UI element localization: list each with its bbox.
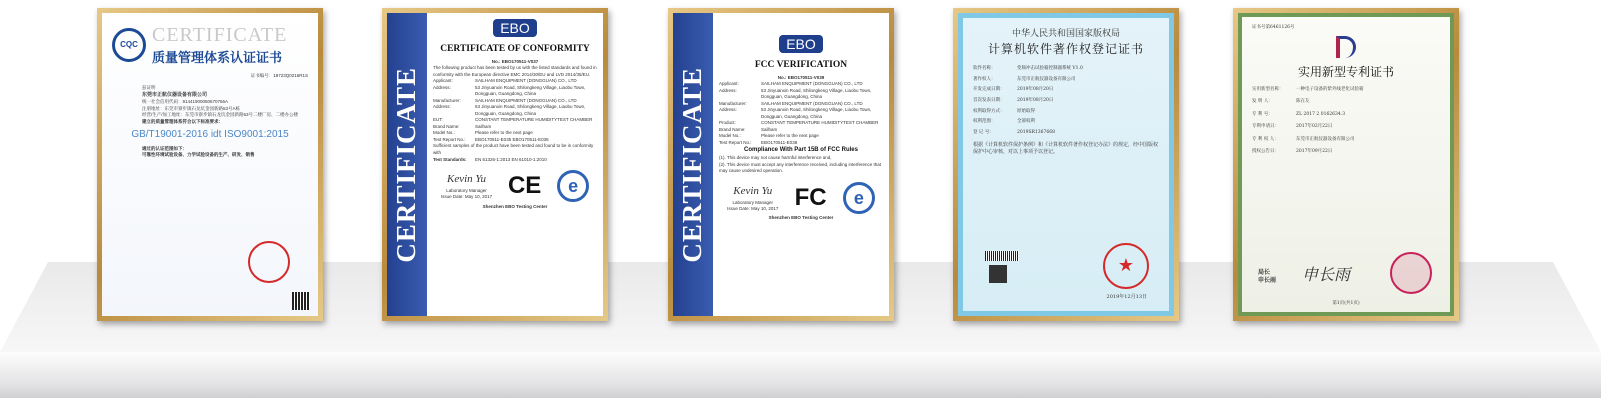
row-value: 变频冲击试验箱控制器系统 V1.0 bbox=[1017, 66, 1083, 72]
barcode-icon bbox=[985, 251, 1019, 261]
row-value: 53 Jinyuanxin Road, Shilongkeng Village, Liaobu Town, Dongguan, Guangdong, China bbox=[761, 107, 872, 119]
detail-row bbox=[973, 87, 1159, 94]
ebo-seal-icon: e bbox=[843, 182, 875, 214]
row-value: 2019SR1367668 bbox=[1017, 129, 1055, 135]
row-label: Address: bbox=[433, 84, 451, 90]
detail-row bbox=[1252, 137, 1440, 144]
row-value: Please refer to the next page bbox=[475, 130, 533, 136]
row-value: CONSTANT TEMPERATURE HUMIDITYTEST CHAMBER bbox=[475, 117, 593, 123]
issuer: 中华人民共和国国家版权局 bbox=[1011, 29, 1120, 39]
detail-row bbox=[719, 107, 883, 120]
compliance: Compliance With Part 15B of FCC Rules bbox=[744, 147, 858, 154]
cert-title: CERTIFICATE OF CONFORMITY bbox=[440, 44, 590, 54]
cert-title: FCC VERIFICATION bbox=[754, 60, 848, 70]
row-value: Sailham bbox=[761, 126, 778, 132]
side-banner: CERTIFICATE bbox=[673, 13, 713, 316]
detail-row bbox=[1252, 112, 1440, 119]
row-value: SAILHAM ENQUIPMENT (DONGGUAN) CO., LTD bbox=[761, 81, 863, 87]
company: 东莞市正航仪器设备有限公司 bbox=[142, 91, 208, 98]
qr-code-icon bbox=[292, 292, 310, 310]
standards: EN 61326-1:2013 EN 61010-1:2010 bbox=[475, 156, 547, 162]
detail-row bbox=[1252, 87, 1440, 94]
red-seal bbox=[248, 241, 290, 283]
software-copyright-certificate bbox=[953, 8, 1179, 321]
standards-label: Test Standards: bbox=[433, 156, 467, 162]
detail-row bbox=[1252, 124, 1440, 131]
row-value: 东莞市正航仪器设备有限公司 bbox=[1017, 76, 1076, 82]
cert-no: 证书号第6461126号 bbox=[1252, 25, 1295, 30]
row-value: Please refer to the next page bbox=[761, 133, 819, 139]
title-en: CERTIFICATE bbox=[152, 24, 288, 46]
ebo-logo: EBO bbox=[779, 35, 823, 53]
condition-2: (2). This device must accept any interference received, including interference that may cause undesired operation. bbox=[719, 161, 881, 174]
row-value: 原始取得 bbox=[1017, 108, 1035, 114]
row-label: Model No.: bbox=[719, 133, 741, 139]
signature: Kevin Yu bbox=[733, 184, 773, 197]
qr-code-icon bbox=[989, 265, 1007, 283]
test-center: Shenzhen EBO Testing Center bbox=[768, 215, 834, 221]
condition-1: (1). This device may not cause harmful interference and, bbox=[719, 155, 832, 161]
lead: 兹证明 bbox=[142, 85, 156, 91]
cert-title: 计算机软件著作权登记证书 bbox=[987, 42, 1144, 57]
issue-date: Issue Date: May 10, 2017 bbox=[440, 194, 493, 200]
detail-row bbox=[973, 119, 1159, 126]
detail-rows bbox=[973, 66, 1159, 136]
row-label: 专 利 号： bbox=[1252, 111, 1273, 117]
title-zh: 质量管理体系认证证书 bbox=[152, 51, 283, 66]
row-label: 授权公告日： bbox=[1252, 149, 1279, 155]
row-value: EBO170511-E035 EBO170511-E036 bbox=[475, 136, 549, 142]
row-label: Manufacturer: bbox=[433, 97, 461, 103]
cert-no: No.: EBO170511-V039 bbox=[777, 74, 825, 80]
detail-row bbox=[719, 88, 883, 101]
signature: 申长雨 bbox=[1302, 264, 1351, 284]
row-label: Applicant: bbox=[433, 78, 453, 84]
row-value: CONSTANT TEMPERATURE HUMIDITYTEST CHAMBER bbox=[761, 120, 879, 126]
row-value: 53 Jinyuanxin Road, Shilongkeng Village, Liaobu Town, Dongguan, Guangdong, China bbox=[475, 84, 586, 97]
row-value: 东莞市正航仪器设备有限公司 bbox=[1296, 136, 1355, 142]
cert-title: 实用新型专利证书 bbox=[1297, 64, 1394, 79]
detail-row bbox=[433, 104, 597, 117]
row-label: 实用新型名称： bbox=[1252, 86, 1284, 92]
row-value: 53 Jinyuanxin Road, Shilongkeng Village, Liaobu Town, Dongguan, Guangdong, China bbox=[475, 104, 586, 116]
row-label: Address: bbox=[719, 87, 737, 93]
detail-rows bbox=[433, 78, 597, 143]
detail-row bbox=[973, 77, 1159, 84]
red-seal-icon: ★ bbox=[1103, 243, 1149, 289]
credit-code: 统一社会信用代码：91441900050670766A bbox=[142, 99, 229, 105]
patent-certificate bbox=[1233, 8, 1459, 321]
ce-certificate bbox=[382, 8, 608, 321]
ebo-seal-icon: e bbox=[557, 170, 589, 202]
row-label: 发 明 人： bbox=[1252, 99, 1273, 105]
detail-rows bbox=[719, 81, 883, 146]
sufficient-text: Sufficient samples of the product have been tested and found to be in conformity with bbox=[433, 143, 594, 155]
row-label: 开发完成日期： bbox=[973, 87, 1005, 93]
row-label: 软件名称： bbox=[973, 66, 996, 72]
issue-date: 2019年12月13日 bbox=[1106, 293, 1147, 300]
detail-row bbox=[973, 130, 1159, 137]
standard: GB/T19001-2016 idt ISO9001:2015 bbox=[131, 129, 289, 141]
detail-rows bbox=[1252, 87, 1440, 156]
cqc-logo: CQC bbox=[112, 28, 146, 62]
patent-office-logo bbox=[1336, 36, 1356, 58]
shelf-front bbox=[0, 352, 1601, 398]
row-label: EUT: bbox=[433, 117, 443, 123]
red-seal-icon bbox=[1390, 252, 1432, 294]
detail-row bbox=[1252, 99, 1440, 106]
row-label: Manufacturer: bbox=[719, 100, 747, 106]
row-value: SAILHAM ENQUIPMENT (DONGGUAN) CO., LTD bbox=[475, 78, 577, 84]
row-label: 专利申请日： bbox=[1252, 124, 1279, 130]
ebo-logo: EBO bbox=[493, 19, 537, 37]
fcc-mark-icon: FC bbox=[794, 183, 827, 211]
row-label: Test Report No.: bbox=[433, 136, 466, 142]
row-value: SAILHAM ENQUIPMENT (DONGGUAN) CO., LTD bbox=[475, 97, 577, 103]
row-label: Address: bbox=[719, 107, 737, 113]
ce-mark-icon: CE bbox=[507, 172, 542, 200]
row-value: 2019年08月20日 bbox=[1017, 87, 1054, 93]
intro: The following product has been tested by us with the listed standards and found in conformity with the European directive EMC 2014/30/EU and LVD 2014/35/EU. bbox=[433, 65, 597, 77]
row-value: 2017年02月22日 bbox=[1296, 124, 1333, 130]
page-number: 第1页(共1页) bbox=[1332, 301, 1360, 307]
row-value: 2017年09月22日 bbox=[1296, 149, 1333, 155]
test-center: Shenzhen EBO Testing Center bbox=[482, 203, 548, 209]
cert-no: 证书编号：18723Q0216R1S bbox=[250, 72, 308, 78]
row-value: ZL 2017 2 0162634.3 bbox=[1296, 111, 1346, 117]
row-label: 权利取得方式： bbox=[973, 108, 1005, 114]
fcc-certificate bbox=[668, 8, 894, 321]
detail-row bbox=[973, 98, 1159, 105]
row-value: 一种电子设备的紫外线老化试验箱 bbox=[1296, 86, 1364, 92]
row-label: Brand Name: bbox=[719, 126, 746, 132]
row-label: 首次发表日期： bbox=[973, 97, 1005, 103]
row-label: Brand Name: bbox=[433, 123, 460, 129]
row-label: Address: bbox=[433, 104, 451, 110]
row-label: 专 利 权 人： bbox=[1252, 136, 1279, 142]
detail-row bbox=[1252, 149, 1440, 156]
row-value: 全部权利 bbox=[1017, 119, 1035, 125]
detail-row bbox=[973, 109, 1159, 116]
signature: Kevin Yu bbox=[447, 172, 487, 185]
role: Laboratory Manager bbox=[446, 187, 487, 193]
site: 经营/生产/加工地址：东莞市寮步镇石龙坑金园新路53号二楼厂房、二楼办公楼 bbox=[142, 112, 299, 118]
cert-no: No.: EBO170511-V037 bbox=[491, 58, 539, 64]
row-label: 著作权人： bbox=[973, 76, 996, 82]
requirement: 建立的质量管理体系符合以下标准要求： bbox=[142, 118, 223, 124]
iso9001-certificate bbox=[97, 8, 323, 321]
registration-text: 根据《计算机软件保护条例》和《计算机软件著作权登记办法》的规定，经中国版权保护中心审核，对以上事项予以登记。 bbox=[973, 142, 1159, 156]
sign-label: 局长 bbox=[1258, 268, 1271, 276]
row-label: 权利范围： bbox=[973, 119, 996, 125]
row-label: Product: bbox=[719, 120, 736, 126]
row-label: Applicant: bbox=[719, 81, 739, 87]
row-value: Sailham bbox=[475, 123, 492, 129]
address: 注册地址：东莞市寮步镇石龙坑金园新路53号A栋 bbox=[142, 105, 241, 111]
role: Laboratory Manager bbox=[732, 199, 774, 205]
row-value: 陈在友 bbox=[1296, 99, 1310, 105]
scope-label: 通过的认证范围如下： bbox=[142, 145, 187, 151]
side-banner: CERTIFICATE bbox=[387, 13, 427, 316]
row-label: Test Report No.: bbox=[719, 139, 752, 145]
row-label: Model No.: bbox=[433, 130, 455, 136]
row-value: 53 Jinyuanxin Road, Shilongkeng Village, Liaobu Town, Dongguan, Guangdong, China bbox=[761, 87, 872, 100]
issue-date: Issue Date: May 10, 2017 bbox=[727, 206, 779, 212]
detail-row bbox=[433, 85, 597, 98]
row-value: 2019年08月20日 bbox=[1017, 97, 1054, 103]
row-value: SAILHAM ENQUIPMENT (DONGGUAN) CO., LTD bbox=[761, 100, 863, 106]
row-value: EBO170511-E038 bbox=[761, 139, 798, 145]
row-label: 登 记 号： bbox=[973, 129, 994, 135]
sign-name: 申长雨 bbox=[1258, 277, 1277, 285]
detail-row bbox=[973, 66, 1159, 73]
scope: 可靠性环境试验设备、力学试验设备的生产、研发、销售 bbox=[142, 152, 255, 158]
